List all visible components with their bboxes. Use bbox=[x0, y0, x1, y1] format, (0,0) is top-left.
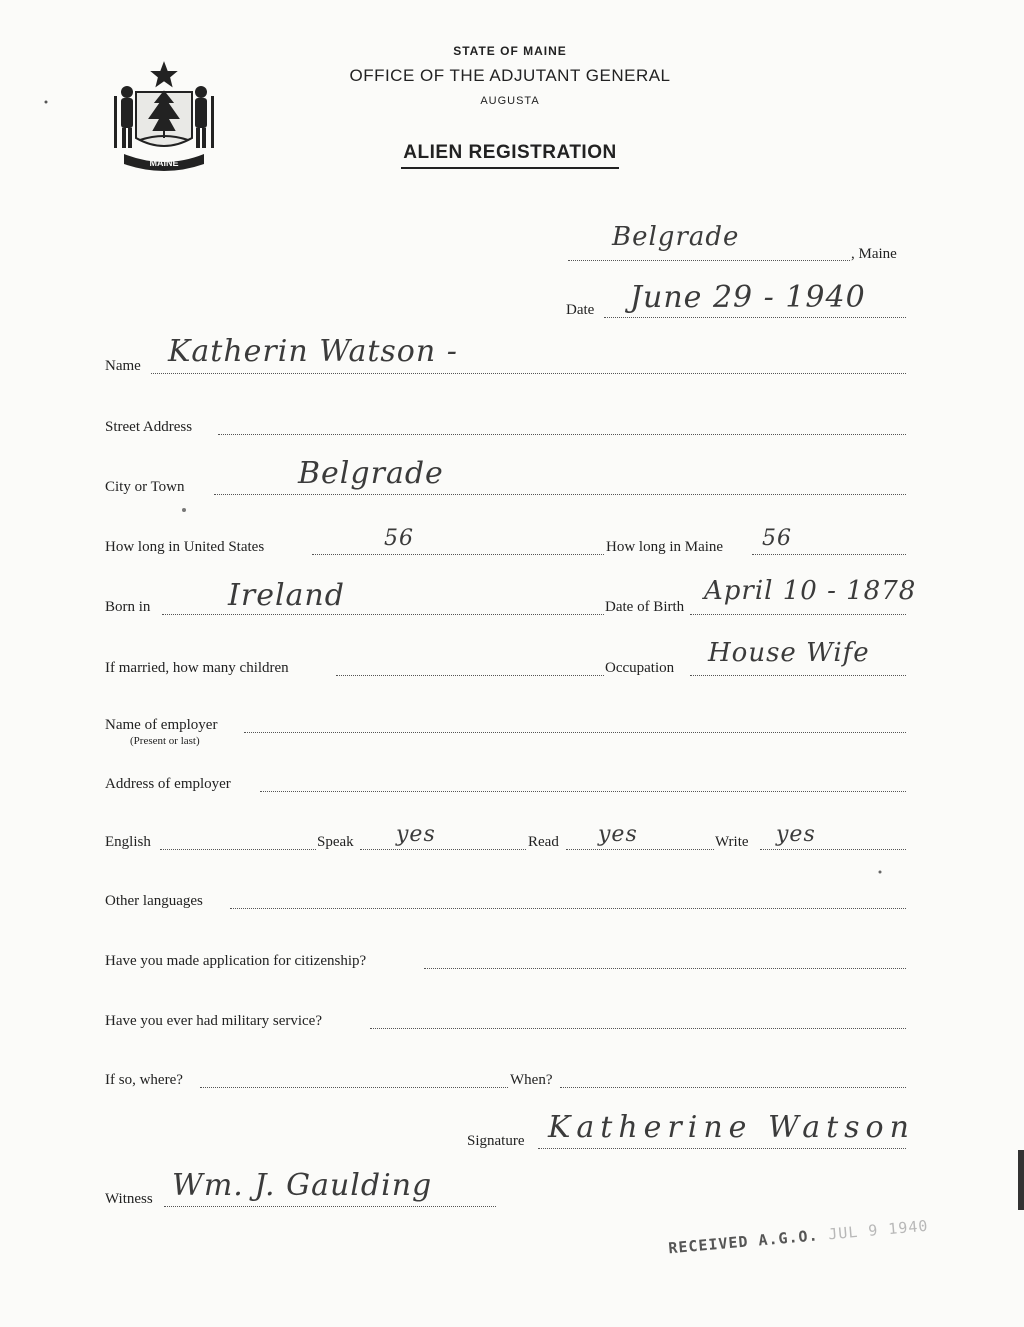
speak-label: Speak bbox=[317, 834, 354, 850]
speak-value[interactable]: yes bbox=[396, 822, 436, 847]
header-state: STATE OF MAINE bbox=[453, 44, 567, 58]
seal-banner-text: MAINE bbox=[149, 158, 179, 168]
born-in-label: Born in bbox=[105, 599, 151, 615]
place-suffix-label: , Maine bbox=[851, 246, 897, 262]
name-label: Name bbox=[105, 358, 141, 374]
occupation-label: Occupation bbox=[605, 660, 675, 676]
street-address-label: Street Address bbox=[105, 419, 193, 435]
date-value[interactable]: June 29 - 1940 bbox=[630, 280, 866, 315]
years-us-label: How long in United States bbox=[105, 539, 265, 555]
english-label: English bbox=[105, 834, 151, 850]
read-value[interactable]: yes bbox=[598, 822, 638, 847]
city-value[interactable]: Belgrade bbox=[298, 456, 444, 491]
header-city: AUGUSTA bbox=[480, 95, 540, 107]
place-value[interactable]: Belgrade bbox=[612, 222, 740, 252]
where-label: If so, where? bbox=[105, 1072, 183, 1088]
dob-label: Date of Birth bbox=[605, 599, 685, 615]
write-label: Write bbox=[715, 834, 749, 850]
received-stamp-date: JUL 9 1940 bbox=[827, 1216, 930, 1244]
write-value[interactable]: yes bbox=[776, 822, 816, 847]
other-languages-label: Other languages bbox=[105, 893, 203, 909]
when-label: When? bbox=[510, 1072, 553, 1088]
signature-value[interactable]: Katherine Watson bbox=[548, 1110, 915, 1145]
citizenship-label: Have you made application for citizenship? bbox=[105, 953, 367, 969]
header-office: OFFICE OF THE ADJUTANT GENERAL bbox=[349, 66, 671, 85]
years-maine-label: How long in Maine bbox=[606, 539, 724, 555]
name-value[interactable]: Katherin Watson - bbox=[168, 334, 458, 369]
dob-value[interactable]: April 10 - 1878 bbox=[704, 576, 917, 606]
signature-label: Signature bbox=[467, 1133, 525, 1149]
witness-label: Witness bbox=[105, 1191, 153, 1207]
witness-value[interactable]: Wm. J. Gaulding bbox=[172, 1168, 433, 1203]
years-maine-value[interactable]: 56 bbox=[762, 526, 792, 551]
read-label: Read bbox=[528, 834, 559, 850]
military-label: Have you ever had military service? bbox=[105, 1013, 322, 1029]
city-label: City or Town bbox=[105, 479, 185, 495]
years-us-value[interactable]: 56 bbox=[384, 526, 414, 551]
children-label: If married, how many children bbox=[105, 660, 289, 676]
form-title-text: ALIEN REGISTRATION bbox=[401, 142, 618, 169]
employer-sub-label: (Present or last) bbox=[130, 735, 200, 747]
employer-label: Name of employer bbox=[105, 717, 218, 733]
born-in-value[interactable]: Ireland bbox=[228, 578, 345, 613]
occupation-value[interactable]: House Wife bbox=[708, 638, 870, 668]
employer-address-label: Address of employer bbox=[105, 776, 231, 792]
date-label: Date bbox=[566, 302, 595, 318]
received-stamp-text: RECEIVED A.G.O. bbox=[667, 1226, 820, 1258]
